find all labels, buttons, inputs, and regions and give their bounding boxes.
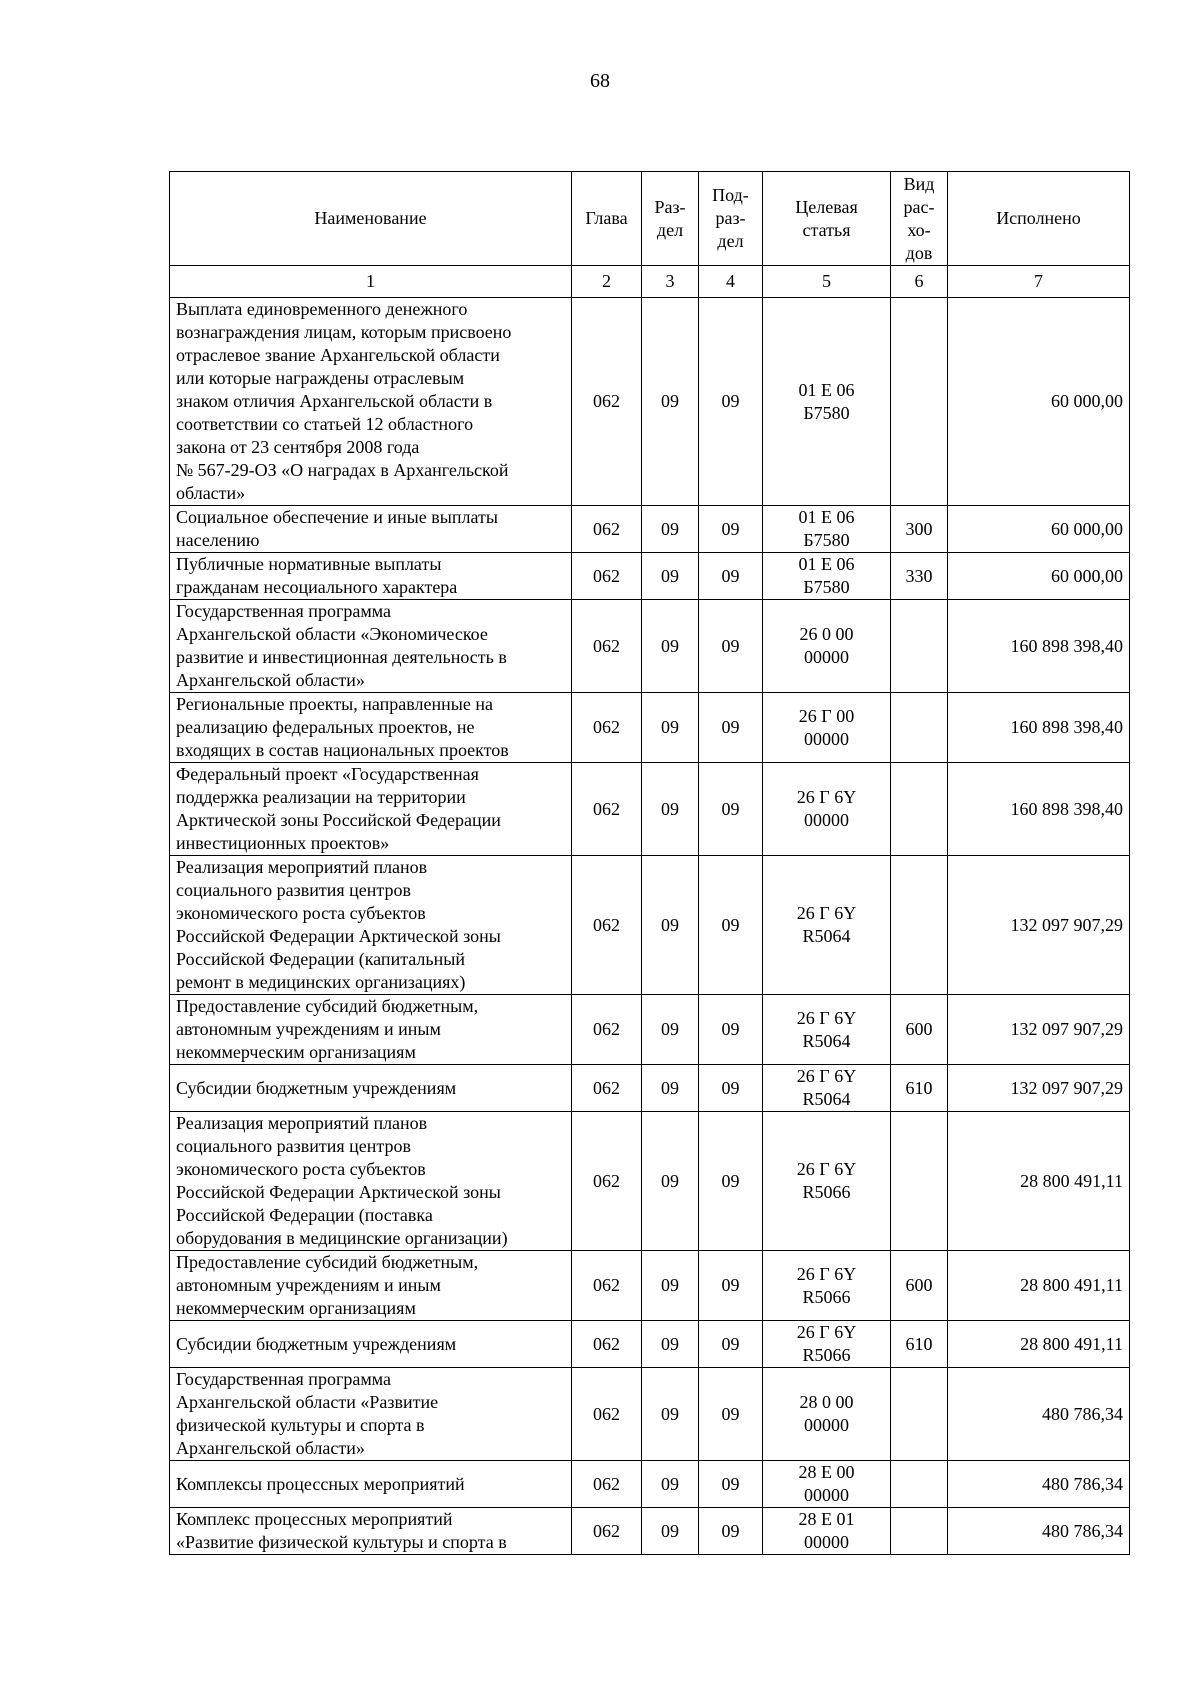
- row-section: 09: [642, 995, 699, 1065]
- row-executed: 160 898 398,40: [948, 600, 1130, 693]
- row-expense-type: 300: [891, 506, 948, 553]
- table-row: [170, 600, 1130, 693]
- row-target: 01 Е 06 Б7580: [763, 553, 891, 600]
- table-body: [170, 298, 1130, 1555]
- row-name: Реализация мероприятий планов социального развития центров экономического роста субъектов Российской Федерации Арктической зоны Российской Федерации (поставка оборудования в медицинские организации): [170, 1112, 572, 1251]
- row-executed: 480 786,34: [948, 1461, 1130, 1508]
- row-section: 09: [642, 1251, 699, 1321]
- header-section: Раз- дел: [642, 172, 699, 266]
- row-subsection: 09: [699, 1251, 763, 1321]
- row-expense-type: 600: [891, 1251, 948, 1321]
- row-executed: 60 000,00: [948, 298, 1130, 506]
- row-target: 26 Г 6Y R5064: [763, 856, 891, 995]
- row-section: 09: [642, 1368, 699, 1461]
- row-chapter: 062: [572, 856, 642, 995]
- row-name: Субсидии бюджетным учреждениям: [170, 1321, 572, 1368]
- row-section: 09: [642, 1321, 699, 1368]
- row-expense-type: [891, 600, 948, 693]
- row-target: 26 Г 6Y R5066: [763, 1251, 891, 1321]
- table-row: [170, 1368, 1130, 1461]
- row-executed: 28 800 491,11: [948, 1112, 1130, 1251]
- page-number: 68: [590, 70, 610, 92]
- row-expense-type: [891, 1368, 948, 1461]
- row-expense-type: [891, 856, 948, 995]
- row-section: 09: [642, 1461, 699, 1508]
- table-row: [170, 856, 1130, 995]
- row-executed: 132 097 907,29: [948, 1065, 1130, 1112]
- row-section: 09: [642, 600, 699, 693]
- row-chapter: 062: [572, 763, 642, 856]
- row-name: Предоставление субсидий бюджетным, автономным учреждениям и иным некоммерческим организациям: [170, 995, 572, 1065]
- row-name: Предоставление субсидий бюджетным, автономным учреждениям и иным некоммерческим организациям: [170, 1251, 572, 1321]
- row-subsection: 09: [699, 763, 763, 856]
- header-name: Наименование: [170, 172, 572, 266]
- row-name: Федеральный проект «Государственная поддержка реализации на территории Арктической зоны Российской Федерации инвестиционных проектов»: [170, 763, 572, 856]
- column-number: 6: [891, 266, 948, 298]
- row-executed: 480 786,34: [948, 1508, 1130, 1555]
- row-expense-type: [891, 1461, 948, 1508]
- row-expense-type: [891, 1112, 948, 1251]
- row-executed: 132 097 907,29: [948, 856, 1130, 995]
- row-section: 09: [642, 298, 699, 506]
- row-name: Региональные проекты, направленные на реализацию федеральных проектов, не входящих в состав национальных проектов: [170, 693, 572, 763]
- column-number: 7: [948, 266, 1130, 298]
- row-subsection: 09: [699, 600, 763, 693]
- row-executed: 60 000,00: [948, 553, 1130, 600]
- row-executed: 60 000,00: [948, 506, 1130, 553]
- column-number-row: [170, 266, 1130, 298]
- row-subsection: 09: [699, 856, 763, 995]
- row-executed: 28 800 491,11: [948, 1321, 1130, 1368]
- row-section: 09: [642, 1065, 699, 1112]
- row-chapter: 062: [572, 1508, 642, 1555]
- row-chapter: 062: [572, 553, 642, 600]
- row-target: 26 0 00 00000: [763, 600, 891, 693]
- row-target: 26 Г 00 00000: [763, 693, 891, 763]
- row-target: 28 Е 01 00000: [763, 1508, 891, 1555]
- row-expense-type: 600: [891, 995, 948, 1065]
- row-name: Реализация мероприятий планов социального развития центров экономического роста субъектов Российской Федерации Арктической зоны Российской Федерации (капитальный ремонт в медицинских организациях): [170, 856, 572, 995]
- row-executed: 160 898 398,40: [948, 693, 1130, 763]
- table-header-row: [170, 172, 1130, 266]
- row-name: Субсидии бюджетным учреждениям: [170, 1065, 572, 1112]
- row-subsection: 09: [699, 1321, 763, 1368]
- header-chapter: Глава: [572, 172, 642, 266]
- row-subsection: 09: [699, 995, 763, 1065]
- row-target: 26 Г 6Y R5066: [763, 1321, 891, 1368]
- row-chapter: 062: [572, 1461, 642, 1508]
- row-target: 28 0 00 00000: [763, 1368, 891, 1461]
- row-subsection: 09: [699, 1368, 763, 1461]
- row-subsection: 09: [699, 1112, 763, 1251]
- row-name: Публичные нормативные выплаты гражданам несоциального характера: [170, 553, 572, 600]
- column-number: 1: [170, 266, 572, 298]
- row-subsection: 09: [699, 1508, 763, 1555]
- row-target: 01 Е 06 Б7580: [763, 298, 891, 506]
- header-subsection: Под- раз- дел: [699, 172, 763, 266]
- row-chapter: 062: [572, 1112, 642, 1251]
- header-target: Целевая статья: [763, 172, 891, 266]
- row-subsection: 09: [699, 506, 763, 553]
- row-name: Государственная программа Архангельской области «Развитие физической культуры и спорта в Архангельской области»: [170, 1368, 572, 1461]
- table-row: [170, 553, 1130, 600]
- table-row: [170, 995, 1130, 1065]
- row-name: Социальное обеспечение и иные выплаты населению: [170, 506, 572, 553]
- row-expense-type: [891, 298, 948, 506]
- row-subsection: 09: [699, 298, 763, 506]
- table-row: [170, 1461, 1130, 1508]
- row-expense-type: [891, 763, 948, 856]
- row-chapter: 062: [572, 1368, 642, 1461]
- row-section: 09: [642, 1112, 699, 1251]
- header-executed: Исполнено: [948, 172, 1130, 266]
- row-expense-type: [891, 1508, 948, 1555]
- row-section: 09: [642, 693, 699, 763]
- column-number: 4: [699, 266, 763, 298]
- row-section: 09: [642, 1508, 699, 1555]
- header-expense-type: Вид рас- хо- дов: [891, 172, 948, 266]
- budget-table: [169, 171, 1130, 1555]
- row-section: 09: [642, 763, 699, 856]
- row-target: 26 Г 6Y 00000: [763, 763, 891, 856]
- row-expense-type: 330: [891, 553, 948, 600]
- table-row: [170, 1065, 1130, 1112]
- row-executed: 480 786,34: [948, 1368, 1130, 1461]
- table-row: [170, 763, 1130, 856]
- row-executed: 160 898 398,40: [948, 763, 1130, 856]
- row-expense-type: [891, 693, 948, 763]
- row-chapter: 062: [572, 506, 642, 553]
- row-target: 28 Е 00 00000: [763, 1461, 891, 1508]
- row-subsection: 09: [699, 553, 763, 600]
- row-target: 26 Г 6Y R5064: [763, 1065, 891, 1112]
- row-subsection: 09: [699, 693, 763, 763]
- row-name: Государственная программа Архангельской области «Экономическое развитие и инвестиционная деятельность в Архангельской области»: [170, 600, 572, 693]
- row-section: 09: [642, 856, 699, 995]
- row-chapter: 062: [572, 693, 642, 763]
- row-target: 26 Г 6Y R5066: [763, 1112, 891, 1251]
- row-name: Выплата единовременного денежного вознаграждения лицам, которым присвоено отраслевое звание Архангельской области или которые награждены отраслевым знаком отличия Архангельской области в соответствии со статьей 12 областного закона от 23 сентября 2008 года № 567-29-ОЗ «О наградах в Архангельской области»: [170, 298, 572, 506]
- row-name: Комплекс процессных мероприятий «Развитие физической культуры и спорта в: [170, 1508, 572, 1555]
- column-number: 3: [642, 266, 699, 298]
- row-target: 01 Е 06 Б7580: [763, 506, 891, 553]
- row-chapter: 062: [572, 1065, 642, 1112]
- row-executed: 28 800 491,11: [948, 1251, 1130, 1321]
- row-subsection: 09: [699, 1065, 763, 1112]
- table-row: [170, 693, 1130, 763]
- column-number: 2: [572, 266, 642, 298]
- row-section: 09: [642, 553, 699, 600]
- row-chapter: 062: [572, 298, 642, 506]
- row-executed: 132 097 907,29: [948, 995, 1130, 1065]
- row-chapter: 062: [572, 600, 642, 693]
- row-target: 26 Г 6Y R5064: [763, 995, 891, 1065]
- table-row: [170, 298, 1130, 506]
- row-expense-type: 610: [891, 1065, 948, 1112]
- row-name: Комплексы процессных мероприятий: [170, 1461, 572, 1508]
- table-row: [170, 506, 1130, 553]
- table-row: [170, 1112, 1130, 1251]
- row-chapter: 062: [572, 1251, 642, 1321]
- column-number: 5: [763, 266, 891, 298]
- table-row: [170, 1251, 1130, 1321]
- row-expense-type: 610: [891, 1321, 948, 1368]
- table-row: [170, 1321, 1130, 1368]
- row-section: 09: [642, 506, 699, 553]
- row-chapter: 062: [572, 995, 642, 1065]
- table-row: [170, 1508, 1130, 1555]
- row-subsection: 09: [699, 1461, 763, 1508]
- row-chapter: 062: [572, 1321, 642, 1368]
